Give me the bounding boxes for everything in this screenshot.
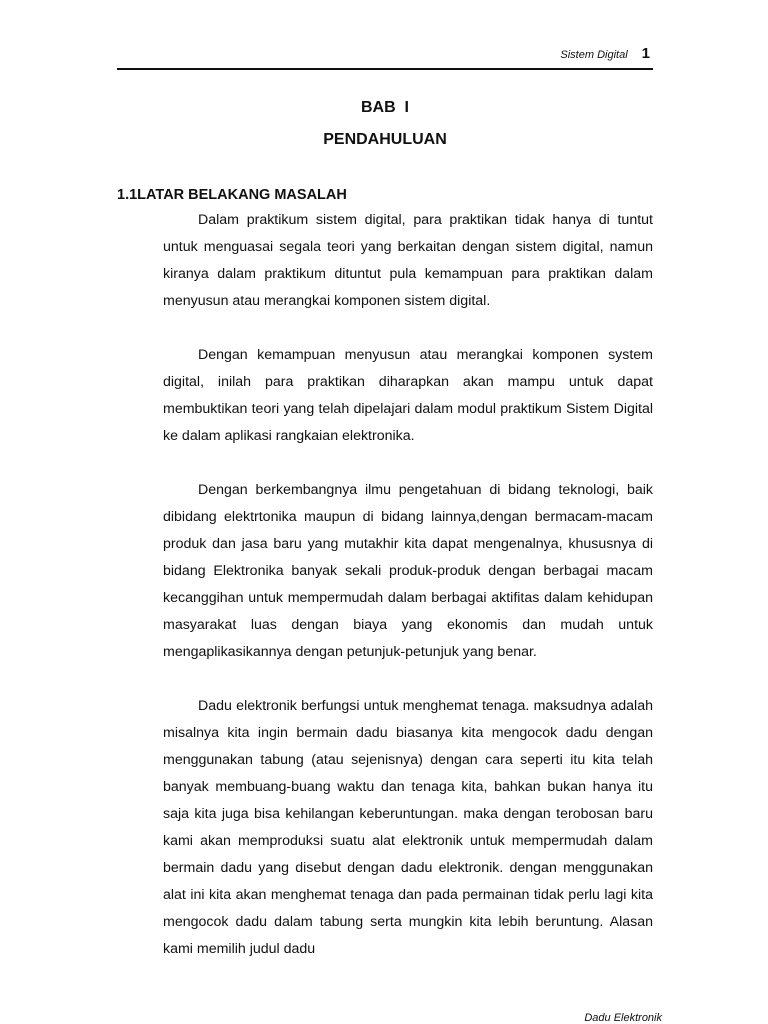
header-title: Sistem Digital — [560, 49, 628, 61]
section-heading: 1.1LATAR BELAKANG MASALAH — [117, 187, 347, 203]
header-rule — [117, 68, 653, 70]
page-number: 1 — [641, 45, 650, 62]
chapter-label: BAB I — [361, 99, 409, 116]
paragraph: Dalam praktikum sistem digital, para praktikan tidak hanya di tuntut untuk menguasai segala teori yang berkaitan dengan sistem digital, namun kiranya dalam praktikum dituntut pula kemampuan para praktikan dalam menyusun atau merangkai komponen sistem digital. — [163, 212, 653, 309]
paragraph: Dadu elektronik berfungsi untuk menghemat tenaga. maksudnya adalah misalnya kita ingin bermain dadu biasanya kita mengocok dadu dengan menggunakan tabung (atau sejenisnya) dengan cara seperti itu kita telah banyak membuang-buang waktu dan tenaga kita, bahkan bukan hanya itu saja kita juga bisa kehilangan keberuntungan. maka dengan terobosan baru kami akan memproduksi suatu alat elektronik untuk mempermudah dalam bermain dadu yang disebut dengan dadu elektronik. dengan menggunakan alat ini kita akan menghemat tenaga dan pada permainan tidak perlu lagi kita mengocok dadu dalam tabung serta mungkin kita lebih beruntung. Alasan kami memilih judul dadu — [163, 698, 653, 957]
paragraph: Dengan berkembangnya ilmu pengetahuan di bidang teknologi, baik dibidang elektrtonika maupun di bidang lainnya,dengan bermacam-macam produk dan jasa baru yang mutakhir kita dapat mengenalnya, khususnya di bidang Elektronika banyak sekali produk-produk dengan berbagai macam kecanggihan untuk mempermudah dalam berbagai aktifitas dalam kehidupan masyarakat luas dengan biaya yang ekonomis dan mudah untuk mengaplikasikannya dengan petunjuk-petunjuk yang benar. — [163, 482, 653, 660]
paragraph: Dengan kemampuan menyusun atau merangkai komponen system digital, inilah para praktikan diharapkan akan mampu untuk dapat membuktikan teori yang telah dipelajari dalam modul praktikum Sistem Digital ke dalam aplikasi rangkaian elektronika. — [163, 347, 653, 444]
running-footer: Dadu Elektronik — [584, 1012, 662, 1024]
body-text — [163, 207, 653, 990]
running-header — [560, 45, 650, 62]
chapter-title: PENDAHULUAN — [323, 131, 447, 148]
chapter-heading — [117, 92, 653, 156]
